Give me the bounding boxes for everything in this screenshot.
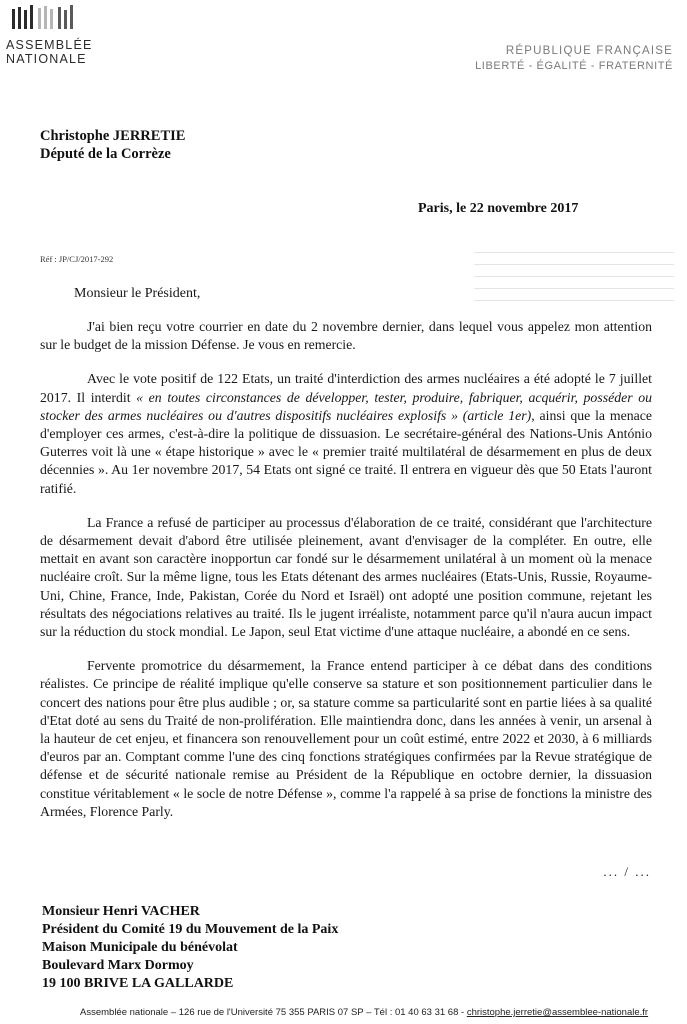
republic-header xyxy=(475,44,673,74)
paragraph-1: J'ai bien reçu votre courrier en date du 2 novembre dernier, dans lequel vous appelez mon attention sur le budget de la mission Défense. Je vous en remercie. xyxy=(40,319,652,353)
recipient-line-2: Président du Comité 19 du Mouvement de la Paix xyxy=(42,922,339,937)
paragraph-2-rest: , ainsi que la menace d'employer ces armes, c'est-à-dire la politique de dissuasion. Le secrétaire-général des Nations-Unis António Guterres voit là une « étape historique » avec le « premier traité multilatéral de désarmement en plus de deux décennies ». Au 1er novembre 2017, 54 Etats ont signé ce traité. Il entrera en vigueur dès que 50 Etats l'auront ratifié. xyxy=(40,407,652,496)
assemblee-nationale-logo xyxy=(8,5,94,31)
scan-show-through xyxy=(474,246,674,306)
institution-name xyxy=(6,38,116,66)
recipient-address xyxy=(42,903,338,993)
letter-date: Paris, le 22 novembre 2017 xyxy=(418,201,579,216)
logo-line-2: NATIONALE xyxy=(6,52,87,66)
logo-line-1: ASSEMBLÉE xyxy=(6,38,93,52)
republic-name: RÉPUBLIQUE FRANÇAISE xyxy=(505,45,673,57)
footer-address: Assemblée nationale – 126 rue de l'Université 75 355 PARIS 07 SP – Tél : 01 40 63 31 68 - xyxy=(80,1007,467,1018)
page-footer xyxy=(80,1007,648,1018)
treaty-quote: « en toutes circonstances de développer, tester, produire, fabriquer, acquérir, posséder ou stocker des armes nucléaires ou d'autres dispositifs nucléaires explosifs » (article 1er) xyxy=(40,389,652,423)
tricolor-bars-emblem xyxy=(8,5,94,31)
paragraph-4: Fervente promotrice du désarmement, la France entend participer à ce débat dans des conditions réalistes. Ce principe de réalité implique qu'elle conserve sa stature et son positionnement particulier dans le concert des nations pour être plus audible ; or, sa stature comme sa particularité sont en partie liées à sa qualité d'Etat doté au sens du Traité de non-prolifération. Elle maintiendra donc, dans les années à venir, un arsenal à la hauteur de cet enjeu, et financera son renouvellement pour un coût estimé, entre 2022 et 2030, à 6 milliards d'euros par an. Comptant comme l'une des cinq fonctions stratégiques confirmées par la Revue stratégique de défense et de sécurité nationale remise au Président de la République en octobre dernier, la dissuasion constitue véritablement « le socle de notre Défense », comme l'a rappelé à sa prise de fonctions la ministre des Armées, Florence Parly. xyxy=(40,658,652,819)
sender-block xyxy=(40,127,185,163)
recipient-line-5: 19 100 BRIVE LA GALLARDE xyxy=(42,976,234,991)
continued-marker: ... / ... xyxy=(603,864,651,879)
paragraph-2 xyxy=(40,370,652,497)
sender-title: Député de la Corrèze xyxy=(40,146,171,162)
paragraph-2-intro: Avec le vote positif de 122 Etats, un traité d'interdiction des armes nucléaires a été adopté le 7 juillet 2017. Il interdit xyxy=(40,371,652,405)
sender-name: Christophe JERRETIE xyxy=(40,128,186,144)
paragraph-3: La France a refusé de participer au processus d'élaboration de ce traité, considérant que l'architecture de désarmement devait d'abord être utilisée pleinement, avant d'envisager de la compléter. En outre, elle mettait en avant son caractère inopportun car fondé sur le désarmement unilatéral à un moment où la menace nucléaire croît. Sur la même ligne, tous les Etats détenant des armes nucléaires (Etats-Unis, Russie, Royaume-Uni, Chine, France, Inde, Pakistan, Corée du Nord et Israël) ont adopté une position commune, rejetant les résultats des négociations relatives au traité. Ils le jugent irréaliste, notamment parce qu'il n'aura aucun impact sur la réduction du stock mondial. Le Japon, seul Etat victime d'une attaque nucléaire, a abondé en ce sens. xyxy=(40,514,652,640)
recipient-line-4: Boulevard Marx Dormoy xyxy=(42,958,194,973)
republic-motto: LIBERTÉ - ÉGALITÉ - FRATERNITÉ xyxy=(475,60,673,72)
reference-number: Réf : JP/CJ/2017-292 xyxy=(40,254,114,264)
salutation: Monsieur le Président, xyxy=(74,286,201,301)
recipient-line-3: Maison Municipale du bénévolat xyxy=(42,940,238,955)
recipient-line-1: Monsieur Henri VACHER xyxy=(42,904,200,919)
letter-body xyxy=(40,318,652,837)
footer-email-link[interactable]: christophe.jerretie@assemblee-nationale.fr xyxy=(466,1007,649,1018)
